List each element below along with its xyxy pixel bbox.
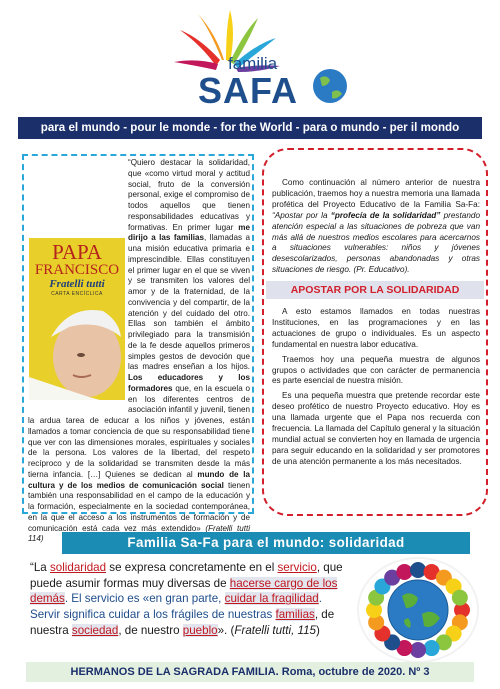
bq-text: “La bbox=[30, 561, 50, 574]
bottom-quote bbox=[30, 560, 350, 639]
quote-segment: , llamadas a una misión educativa primaria e imprescindible. Ellas constituyen el primer lugar en el que se viven y se transmiten los valores del amor y de la fraternidad, de la convivencia y del compartir, de la atención y del cuidado del otro. Ellas son también el ámbito privilegiado para la transmisión de la fe desde aquellos primeros simples gestos de devoción que las madres enseñan a los hijos. bbox=[128, 233, 250, 372]
logo-word-familia: familia bbox=[228, 54, 278, 73]
bq-keyword: cuidar la fragilidad bbox=[224, 592, 319, 606]
intro-italic-2: prestando atención especial a las situaciones de pobreza que van más allá de nuestros medios escolares para acercarnos a situaciones vulnerables: niños y jóvenes desescolarizados, personas abandonadas y otras situaciones de riesgo. (Pr. Educativo). bbox=[272, 210, 480, 275]
ring-figure-icon bbox=[424, 640, 440, 656]
bq-text: , que puede asumir formas muy diversas de bbox=[30, 561, 343, 590]
intro-bold-italic: “profecía de la solidaridad” bbox=[330, 210, 441, 220]
bq-text: . El servicio es «en gran parte, bbox=[64, 592, 225, 606]
logo-word-safa: SAFA bbox=[198, 70, 299, 111]
intro-paragraph bbox=[272, 178, 480, 276]
section-banner: Familia Sa-Fa para el mundo: solidaridad bbox=[62, 532, 470, 554]
globe-people-ring-icon bbox=[346, 548, 490, 670]
tagline-bar: para el mundo - pour le monde - for the World - para o mundo - per il mondo bbox=[18, 117, 482, 139]
solidarity-paragraphs bbox=[272, 307, 480, 472]
intro-italic: “Apostar por la bbox=[272, 210, 331, 220]
bq-keyword: hacerse cargo de los demás bbox=[30, 576, 338, 606]
quote-segment: que, en la escuela o en los diferentes centros de asociación infantil y juvenil, tienen la ardua tarea de educar a los niños y jóvenes, están llamados a tomar conciencia de que su responsabilidad tiene que ver con las dimensiones morales, espirituales y sociales de la persona. Los valores de la libertad, del respeto recíproco y de la solidaridad se transmiten desde la más tierna infancia. […] Quienes se dedican al bbox=[28, 383, 250, 479]
pope-portrait-icon bbox=[29, 297, 125, 400]
quote-segment: tienen también una responsabilidad en el campo de la educación y la formación, especialmente en la sociedad contemporánea, en la que el acceso a los instrumentos de formación y de comunicación está cada vez más extendido» bbox=[28, 480, 250, 533]
bq-text: , de nuestra bbox=[30, 608, 335, 637]
paragraph: A esto estamos llamados en todas nuestras Instituciones, en las programaciones y en las actuaciones de grupo o individuales. Es un aspecto fundamental en nuestra labor educativa. bbox=[272, 307, 480, 349]
book-title-line-2: FRANCISCO bbox=[34, 262, 120, 278]
bq-text: . Servir significa cuidar a los frágiles de nuestras bbox=[30, 592, 322, 622]
bq-keyword: pueblo bbox=[182, 623, 218, 637]
paragraph: Es una pequeña muestra que pretende recordar este deseo profético de nuestro Proyecto educativo. Hoy es una llamada urgente que el Papa nos recuerda con frecuencia. La llamada del Capítulo general y la situación mundial actual se convierten hoy en llamada de urgencia para seguir educando en la solidaridad y ser promotores de una atención permanente a los más necesitados. bbox=[272, 391, 480, 466]
ring-figure-icon bbox=[410, 642, 426, 658]
footer-bar: HERMANOS DE LA SAGRADA FAMILIA. Roma, octubre de 2020. Nº 3 bbox=[26, 662, 474, 682]
bq-text: , de nuestro bbox=[118, 623, 183, 637]
book-title-line-1: PAPA bbox=[52, 240, 102, 264]
quote-highlight: mundo de la cultura y de los medios de comunicación social bbox=[28, 469, 251, 490]
bq-citation: Fratelli tutti, 115 bbox=[234, 623, 316, 637]
bq-keyword: sociedad bbox=[71, 623, 119, 637]
quote-highlight: me dirijo a las familias bbox=[128, 222, 250, 243]
fratelli-tutti-book-cover bbox=[29, 238, 125, 400]
paragraph: Traemos hoy una pequeña muestra de algunos grupos o actividades que con carácter de permanencia es parte esencial de nuestra misión. bbox=[272, 354, 480, 386]
bq-text: ». ( bbox=[217, 623, 235, 637]
ring-figure-icon bbox=[396, 564, 412, 580]
bq-keyword: solidaridad bbox=[49, 561, 107, 574]
quote-segment: “Quiero destacar la solidaridad, que «como virtud moral y actitud social, fruto de la conversión personal, exige el compromiso de todos aquellos que tienen responsabilidades educativas y formativas. En primer lugar bbox=[128, 158, 250, 232]
section-heading: APOSTAR POR LA SOLIDARIDAD bbox=[266, 281, 484, 299]
logo-globe-icon bbox=[313, 69, 347, 103]
book-subtitle: Fratelli tutti bbox=[49, 278, 105, 290]
bq-keyword: familias bbox=[275, 608, 315, 622]
quote-highlight: Los educadores y los formadores bbox=[128, 373, 250, 393]
intro-text: Como continuación al número anterior de nuestra publicación, traemos hoy a nuestra memoria una llamada profética del Proyecto Educativo de la Familia Sa-Fa: bbox=[272, 178, 480, 209]
bq-text: ) bbox=[316, 623, 320, 637]
quote-citation: (Fratelli tutti 114) bbox=[28, 523, 250, 544]
book-caption: CARTA ENCÍCLICA bbox=[51, 291, 103, 297]
bq-keyword: servicio bbox=[277, 561, 317, 574]
bq-text: se expresa concretamente en el bbox=[106, 561, 278, 574]
ring-figure-icon bbox=[410, 562, 426, 578]
ring-figure-icon bbox=[452, 590, 468, 606]
